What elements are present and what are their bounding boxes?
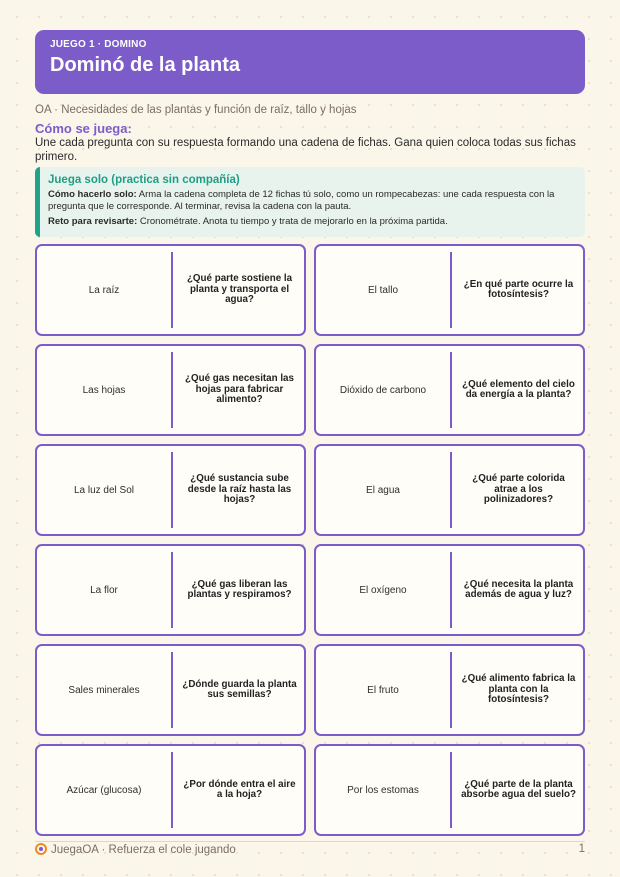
domino-answer: Por los estomas xyxy=(347,784,419,796)
solo-heading: Juega solo (practica sin compañía) xyxy=(48,174,240,186)
domino-card xyxy=(35,544,306,636)
domino-card xyxy=(35,744,306,836)
domino-question: ¿Qué parte de la planta absorbe agua del suelo? xyxy=(461,778,576,800)
header-banner xyxy=(35,30,585,94)
domino-question: ¿Qué alimento fabrica la planta con la fotosíntesis? xyxy=(461,673,576,706)
domino-question: ¿Qué necesita la planta además de agua y luz? xyxy=(463,578,574,600)
game-kicker: JUEGO 1 · DOMINO xyxy=(50,39,147,50)
domino-divider xyxy=(450,452,452,528)
footer-divider xyxy=(35,841,585,842)
domino-question: ¿Qué gas necesitan las hojas para fabricar alimento? xyxy=(185,373,294,406)
domino-card xyxy=(314,744,585,836)
domino-card xyxy=(35,344,306,436)
domino-answer: Azúcar (glucosa) xyxy=(66,784,142,796)
domino-divider xyxy=(171,552,173,628)
domino-divider xyxy=(450,752,452,828)
domino-answer: Sales minerales xyxy=(68,684,140,696)
domino-card xyxy=(314,544,585,636)
domino-answer: El oxígeno xyxy=(359,584,407,596)
domino-question: ¿Qué parte colorida atrae a los polinizadores? xyxy=(472,473,565,506)
domino-question: ¿Qué parte sostiene la planta y transporta el agua? xyxy=(186,273,293,306)
domino-question: ¿En qué parte ocurre la fotosíntesis? xyxy=(463,278,574,300)
domino-card xyxy=(35,444,306,536)
how-to-play-text: Une cada pregunta con su respuesta formando una cadena de fichas. Gana quien coloca todas sus fichas primero. xyxy=(35,137,576,163)
domino-answer: El tallo xyxy=(367,284,398,296)
domino-divider xyxy=(171,752,173,828)
domino-question: ¿Dónde guarda la planta sus semillas? xyxy=(182,678,297,700)
domino-answer: El agua xyxy=(366,484,400,496)
domino-answer: El fruto xyxy=(367,684,399,696)
domino-answer: Dióxido de carbono xyxy=(339,384,427,396)
domino-divider xyxy=(450,552,452,628)
domino-card xyxy=(314,444,585,536)
domino-card xyxy=(314,244,585,336)
domino-divider xyxy=(450,352,452,428)
domino-answer: La luz del Sol xyxy=(73,484,135,496)
solo-challenge-line xyxy=(48,216,573,228)
domino-question: ¿Por dónde entra el aire a la hoja? xyxy=(183,778,296,800)
domino-question: ¿Qué sustancia sube desde la raíz hasta las hojas? xyxy=(187,473,292,506)
learning-objective: OA · Necesidades de las plantas y función de raíz, tallo y hojas xyxy=(35,104,357,116)
brand-logo-icon xyxy=(35,843,47,855)
domino-divider xyxy=(450,252,452,328)
domino-card xyxy=(314,644,585,736)
domino-divider xyxy=(171,652,173,728)
domino-divider xyxy=(171,352,173,428)
solo-challenge-label: Reto para revisarte: xyxy=(48,216,138,227)
domino-divider xyxy=(450,652,452,728)
solo-how-text: Arma la cadena completa de 12 fichas tú solo, como un rompecabezas: une cada respuesta con la pregunta que le corresponde. Al terminar, revisa la cadena con la pauta. xyxy=(48,189,555,212)
domino-card xyxy=(35,644,306,736)
domino-question: ¿Qué elemento del cielo da energía a la planta? xyxy=(462,378,575,400)
page-number: 1 xyxy=(578,843,585,855)
solo-how-line xyxy=(48,189,573,213)
footer xyxy=(35,843,585,857)
solo-challenge-text: Cronométrate. Anota tu tiempo y trata de mejorarlo en la próxima partida. xyxy=(137,216,448,227)
domino-card xyxy=(35,244,306,336)
solo-how-label: Cómo hacerlo solo: xyxy=(48,189,137,200)
how-to-play-heading: Cómo se juega: xyxy=(35,121,132,136)
domino-card xyxy=(314,344,585,436)
domino-divider xyxy=(171,452,173,528)
solo-play-box xyxy=(35,167,585,237)
domino-divider xyxy=(171,252,173,328)
domino-answer: Las hojas xyxy=(82,384,126,396)
footer-brand: JuegaOA · Refuerza el cole jugando xyxy=(51,844,236,856)
domino-answer: La raíz xyxy=(88,284,120,296)
page-title: Dominó de la planta xyxy=(50,54,241,76)
domino-answer: La flor xyxy=(90,584,118,596)
domino-question: ¿Qué gas liberan las plantas y respiramos? xyxy=(187,578,292,600)
